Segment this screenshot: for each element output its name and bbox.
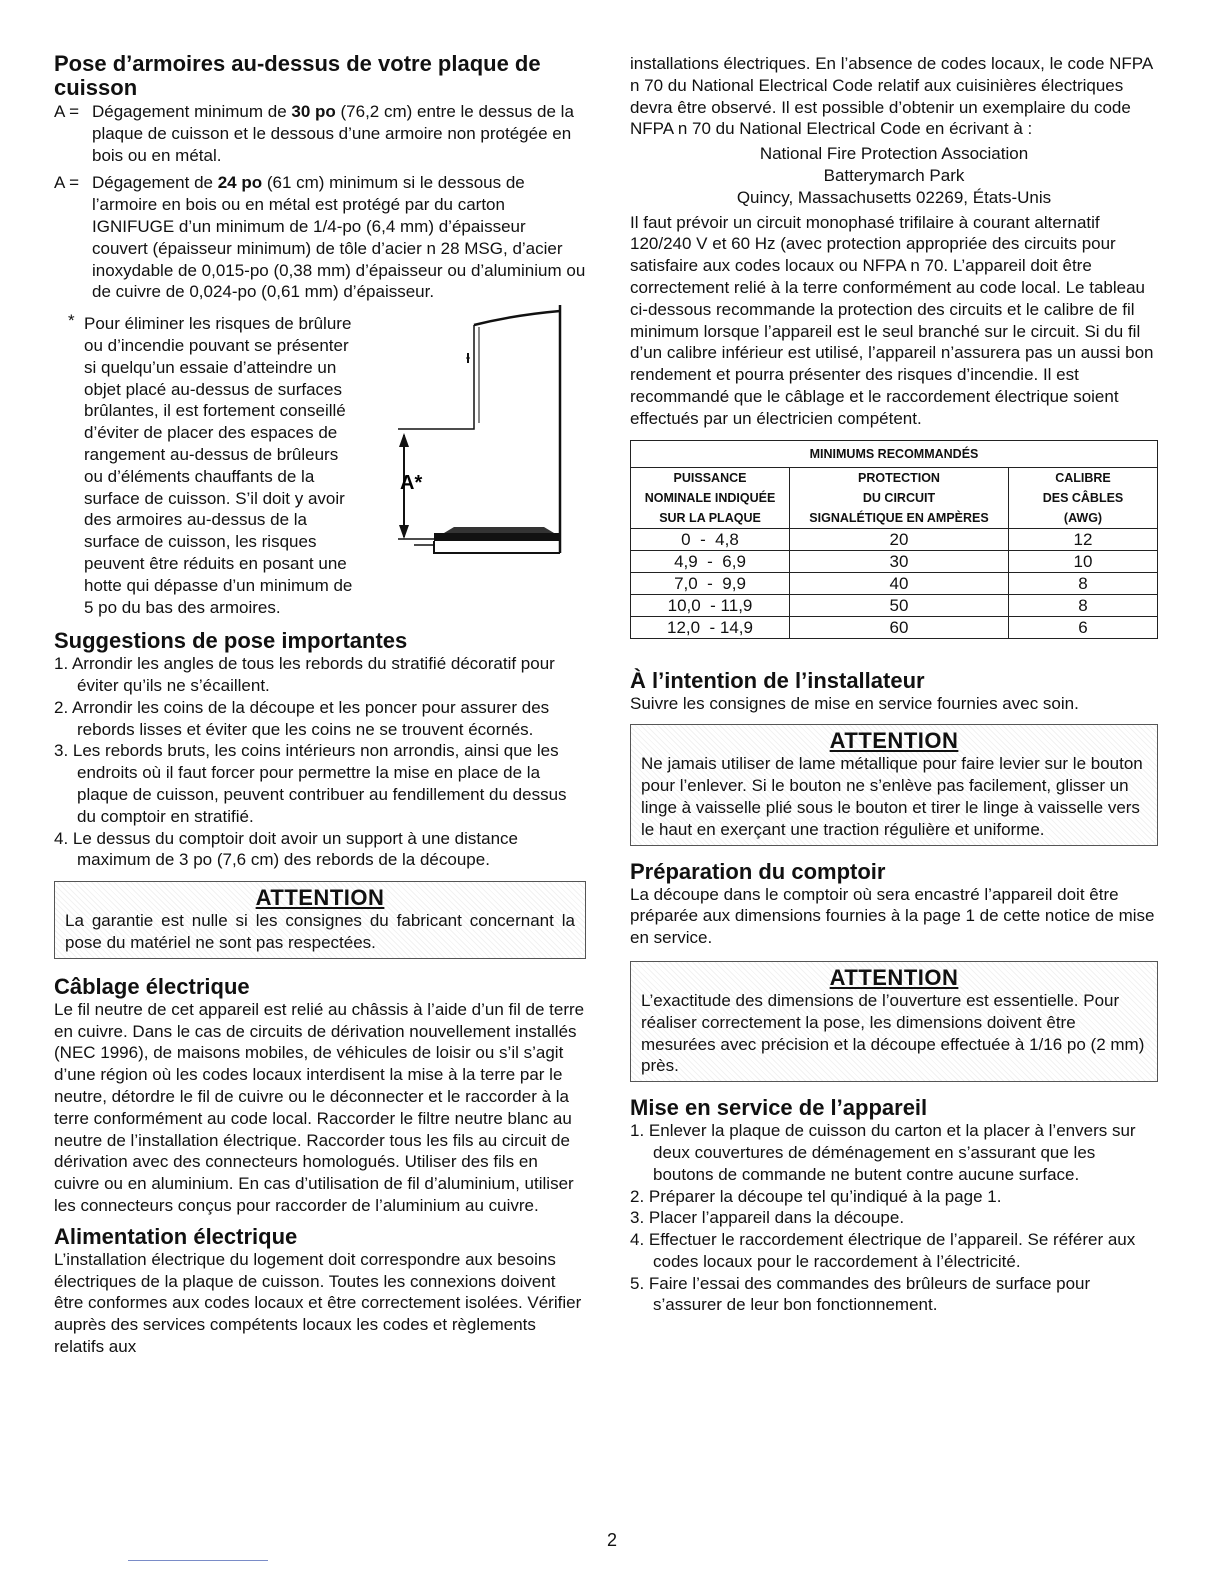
table-header-gauge: CALIBRE DES CÂBLES (AWG) [1009,467,1158,528]
note-line: surface de cuisson. S’il doit y avoir [84,488,345,508]
suggestion-item: 2. Arrondir les coins de la découpe et les poncer pour assurer des rebords lisses et éviter que les coins ne se trouvent écornés. [54,697,550,739]
table-row [631,594,1158,616]
table-cell: 30 [790,550,1009,572]
setup-steps-list [630,1120,1158,1316]
left-column [54,52,586,1358]
heading-wiring: Câblage électrique [54,973,250,999]
heading-installer: À l’intention de l’installateur [630,667,925,693]
suggestion-item: 1. Arrondir les angles de tous les rebords du stratifié décoratif pour éviter qu’ils ne s’écaillent. [54,654,555,695]
address-line-2: Batterymarch Park [823,165,965,185]
setup-step: 1. Enlever la plaque de cuisson du carton et la placer à l’envers sur deux couvertures de déménagement en s’assurant que les boutons de commande ne butent contre aucune surface. [630,1121,1136,1184]
warning-text: La garantie est nulle si les consignes du fabricant concernant la pose du matériel ne sont pas respectées. [65,911,575,952]
warning-text: Ne jamais utiliser de lame métallique pour faire levier sur le bouton pour l’enlever. Si le bouton ne s’enlève pas facilement, glisser un linge à vaisselle plié sous le bouton et tirer le linge à vaisselle vers le haut en exerçant une traction régulière et uniforme. [641,754,1143,839]
right-column [630,53,1158,1316]
table-cell: 8 [1009,594,1158,616]
table-cell: 4,9 - 6,9 [631,550,790,572]
warning-box-dimensions [630,961,1158,1082]
setup-step: 2. Préparer la découpe tel qu’indiqué à la page 1. [630,1186,1002,1206]
table-cell: 40 [790,572,1009,594]
note-line: ou d’incendie pouvant se présenter [84,335,349,355]
warning-box-warranty [54,881,586,959]
cabinet-clearance-diagram [394,305,594,575]
table-body [631,528,1158,638]
note-line: 5 po du bas des armoires. [84,597,281,617]
table-row [631,528,1158,550]
address-line-3: Quincy, Massachusetts 02269, États-Unis [736,187,1052,207]
table-cell: 12 [1009,528,1158,550]
note-line: ou d’éléments chauffants de la [84,466,315,486]
setup-step: 3. Placer l’appareil dans la découpe. [630,1208,905,1228]
table-cell: 7,0 - 9,9 [631,572,790,594]
heading-counter-prep: Préparation du comptoir [630,858,886,884]
table-cell: 50 [790,594,1009,616]
heading-setup: Mise en service de l’appareil [630,1095,928,1121]
clearance-30: A = Dégagement minimum de 30 po (76,2 cm) entre le dessus de la plaque de cuisson et le dessous d’une armoire non protégée en bois ou en métal. [54,102,574,165]
suggestion-item: 3. Les rebords bruts, les coins intérieurs non arrondis, ainsi que les endroits où il faut forcer pour permettre la mise en place de la plaque de cuisson, peuvent contribuer au fendillement du dessus du comptoir en stratifié. [54,741,567,826]
warning-title: ATTENTION [829,728,959,754]
clearance-24: A = Dégagement de 24 po (61 cm) minimum si le dessous de l’armoire en bois ou en métal est protégé par du carton IGNIFUGE d’un minimum de 1/4-po (6,4 mm) d’épaisseur couvert (épaisseur minimum) de tôle d’acier n 28 MSG, d’acier inoxydable de 0,015-po (0,38 mm) d’épaisseur ou d’aluminium ou de cuivre de 0,024-po (0,61 mm) d’épaisseur. [54,173,586,302]
warning-title: ATTENTION [255,885,385,911]
note-line: des armoires au-dessus de la [84,510,308,530]
note-line: objet placé au-dessus de surfaces [84,379,342,399]
heading-cabinets: Pose d’armoires au-dessus de votre plaque de cuisson [54,51,541,100]
heading-power: Alimentation électrique [54,1223,298,1249]
page-number: 2 [606,1530,617,1550]
wiring-text: Le fil neutre de cet appareil est relié au châssis à l’aide d’un fil de terre en cuivre. Dans le cas de circuits de dérivation nouvellement installés (NEC 1996), de maisons mobiles, de véhicules de loisir ou s’il s’agit d’une région où les codes locaux interdisent la mise à la terre par le neutre, détordre le fil de cuivre ou le déconnecter et le raccorder à la terre conformément au code local. Raccorder le filtre neutre blanc au neutre de l’installation électrique. Raccorder tous les fils au circuit de dérivation avec des connecteurs homologués. Utiliser des fils en cuivre ou en aluminium. En cas d’utilisation de fil d’aluminium, utiliser les connecteurs conçus pour raccorder de l’aluminium au cuivre. [54,999,585,1215]
setup-step: 5. Faire l’essai des commandes des brûleurs de surface pour s’assurer de leur bon fonctionnement. [630,1273,1091,1315]
table-row [631,616,1158,638]
note-line: si quelqu’un essaie d’atteindre un [84,357,337,377]
installer-text: Suivre les consignes de mise en service fournies avec soin. [630,693,1079,713]
setup-step: 4. Effectuer le raccordement électrique de l’appareil. Se référer aux codes locaux pour le raccordement à l’électricité. [630,1230,1136,1271]
table-row [631,572,1158,594]
table-cell: 8 [1009,572,1158,594]
note-line: hotte qui dépasse d’un minimum de [84,575,353,595]
table-header-protection: PROTECTION DU CIRCUIT SIGNALÉTIQUE EN AMPÈRES [790,467,1009,528]
table-cell: 60 [790,616,1009,638]
power-text: L’installation électrique du logement doit correspondre aux besoins électriques de la plaque de cuisson. Toutes les connexions doivent être conformes aux codes locaux et être correctement isolées. Vérifier auprès des services compétents locaux les codes et règlements relatifs aux [54,1249,582,1356]
note-line: d’éviter de placer des espaces de [84,423,338,443]
note-line: brûlantes, il est fortement conseillé [84,401,346,421]
table-row [631,550,1158,572]
cabinet-note-text [84,313,414,618]
heading-suggestions: Suggestions de pose importantes [54,628,408,654]
note-line: Pour éliminer les risques de brûlure [84,314,352,334]
svg-text:A*: A* [400,472,423,495]
warning-text: L’exactitude des dimensions de l’ouverture est essentielle. Pour réaliser correctement la pose, les dimensions doivent être mesurées avec précision et la découpe effectuée à 1/16 po (2 mm) près. [641,990,1145,1076]
suggestion-item: 4. Le dessus du comptoir doit avoir un support à une distance maximum de 3 po (7,6 cm) des rebords de la découpe. [54,828,519,870]
address-line-1: National Fire Protection Association [759,144,1029,164]
power-text-continued: installations électriques. En l’absence de codes locaux, le code NFPA n 70 du National Electrical Code relatif aux cuisinières électriques devra être observé. Il est possible d’obtenir un exemplaire du code NFPA n 70 du National Electrical Code en écrivant à : [630,54,1153,139]
note-line: rangement au-dessus de brûleurs [84,444,339,464]
note-line: peuvent être réduits en posant une [84,553,347,573]
suggestions-list [54,653,586,871]
counter-prep-text: La découpe dans le comptoir où sera encastré l’appareil doit être préparée aux dimensions fournies à la page 1 de cette notice de mise en service. [630,884,1155,948]
minimums-table [630,440,1158,639]
table-title: MINIMUMS RECOMMANDÉS [631,440,1158,467]
cabinet-note: * Pour éliminer les risques de brûlure ou d’incendie pouvant se présenter si quelqu’un essaie d’atteindre un objet placé au-dessus de surfaces brûlantes, il est fortement conseillé d’éviter de placer des espaces de rangement au-dessus de brûleurs ou d’éléments chauffants de la surface de cuisson. S’il doit y avoir des armoires au-dessus de la surface de cuisson, les risques peuvent être réduits en posant une hotte qui dépasse d’un minimum de 5 po du bas des armoires. A* [54,313,586,619]
note-line: surface de cuisson, les risques [84,532,317,552]
table-cell: 0 - 4,8 [631,528,790,550]
circuit-text: Il faut prévoir un circuit monophasé trifilaire à courant alternatif 120/240 V et 60 Hz (avec protection appropriée des circuits pour satisfaire aux codes locaux ou NFPA n 70. L’appareil doit être correctement relié à la terre conformément au code local. Le tableau ci-dessous recommande la protection des circuits et le calibre de fil minimum lorsque l’appareil est le seul branché sur le circuit. Si du fil d’un calibre inférieur est utilisé, l’appareil n’assurera pas un aussi bon rendement et pourra présenter des risques d’incendie. Il est recommandé que le câblage et le raccordement électrique soient effectués par un électricien compétent. [630,212,1154,428]
table-cell: 10,0 - 11,9 [631,594,790,616]
table-cell: 12,0 - 14,9 [631,616,790,638]
footer-rule [128,1560,268,1561]
table-cell: 20 [790,528,1009,550]
table-header-power: PUISSANCE NOMINALE INDIQUÉE SUR LA PLAQUE [631,467,790,528]
table-cell: 10 [1009,550,1158,572]
warning-title: ATTENTION [829,964,959,990]
table-cell: 6 [1009,616,1158,638]
warning-box-knob [630,724,1158,845]
